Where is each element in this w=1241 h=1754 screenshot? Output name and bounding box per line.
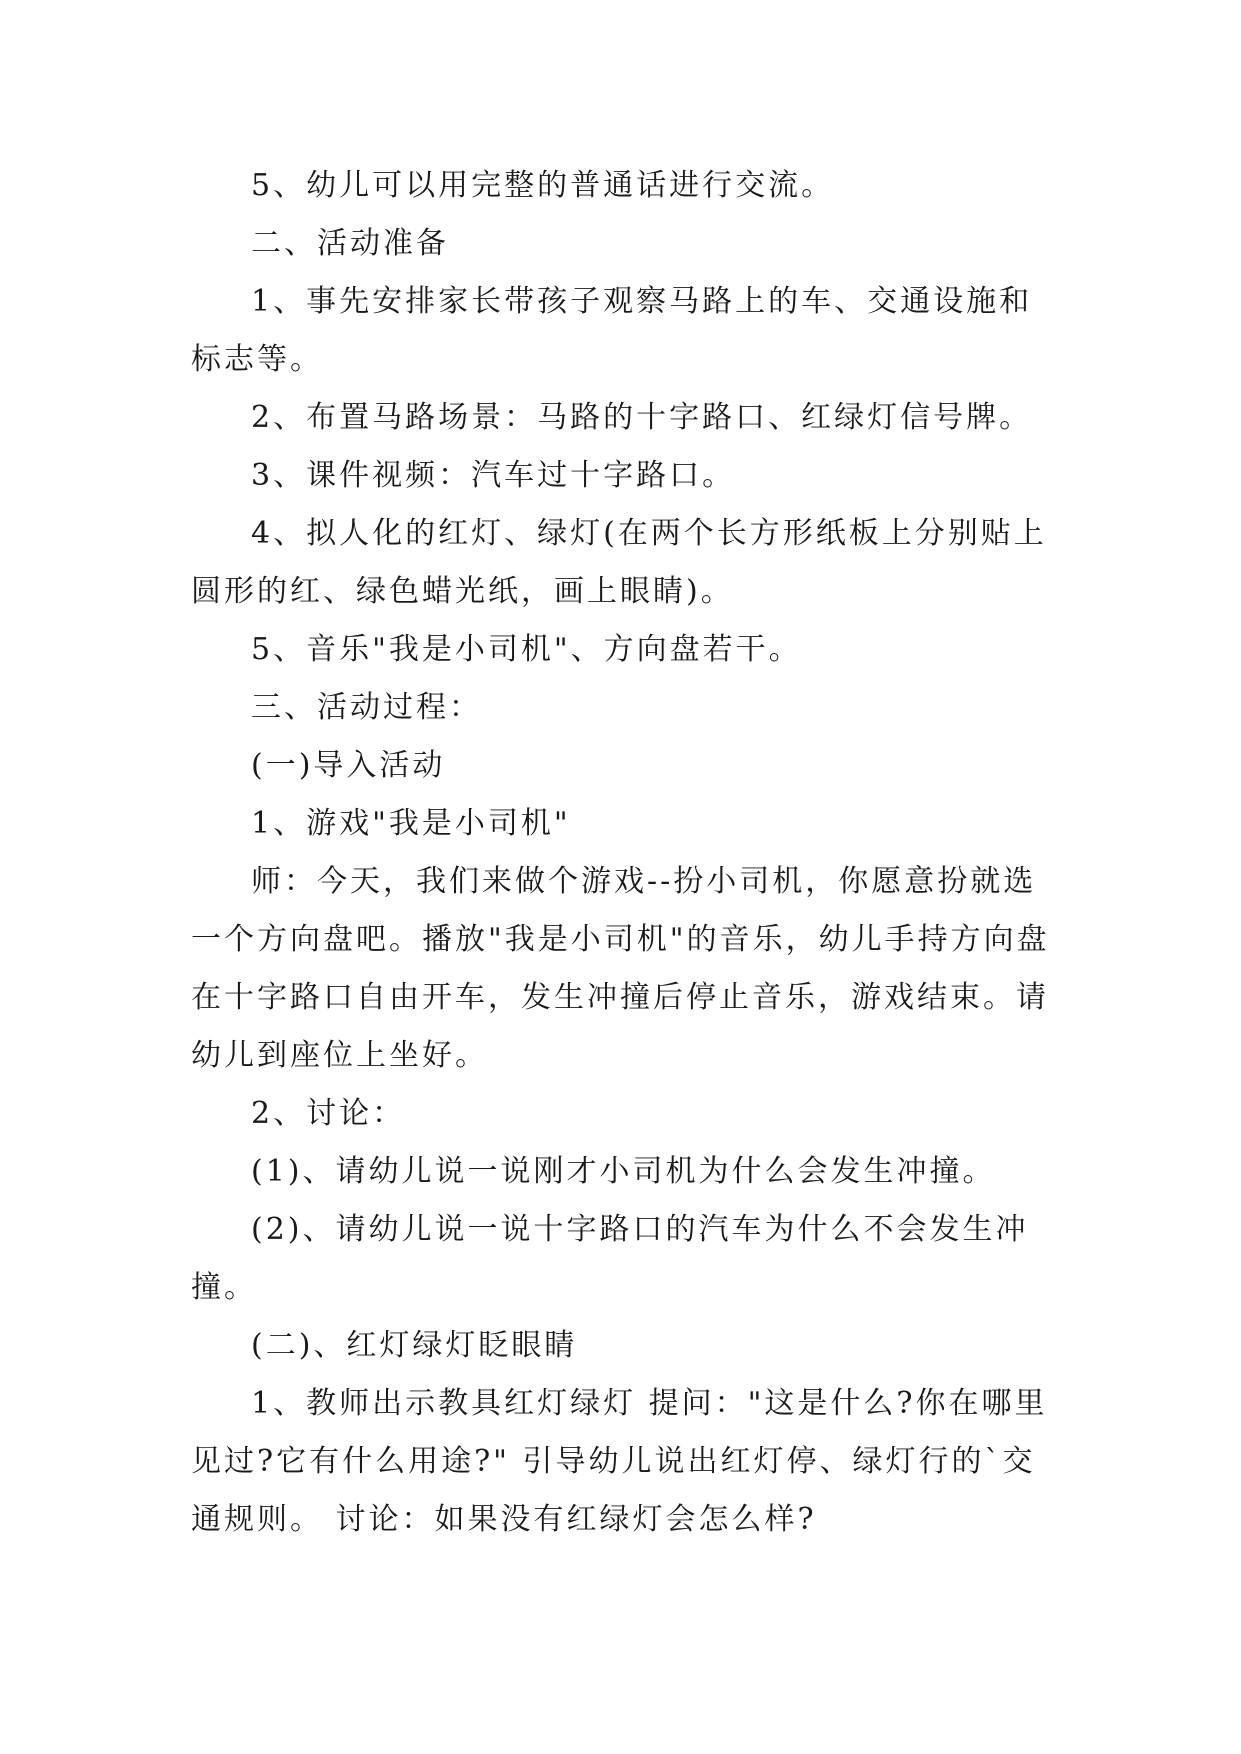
paragraph-prep-4: 4、拟人化的红灯、绿灯(在两个长方形纸板上分别贴上圆形的红、绿色蜡光纸，画上眼睛)。 [191, 516, 1047, 609]
section-heading-process: 三、活动过程： [251, 690, 482, 725]
paragraph-discussion-1: (1)、请幼儿说一说刚才小司机为什么会发生冲撞。 [251, 1154, 996, 1189]
subheading-traffic-lights: (二)、红灯绿灯眨眼睛 [251, 1328, 578, 1363]
paragraph-prep-2: 2、布置马路场景：马路的十字路口、红绿灯信号牌。 [251, 400, 1033, 435]
paragraph-goal-5: 5、幼儿可以用完整的普通话进行交流。 [251, 168, 835, 203]
paragraph-discussion: 2、讨论： [251, 1096, 406, 1131]
paragraph-teacher-speech: 师：今天，我们来做个游戏--扮小司机，你愿意扮就选一个方向盘吧。播放"我是小司机"的音乐，幼儿手持方向盘在十字路口自由开车，发生冲撞后停止音乐，游戏结束。请幼儿到座位上坐好。 [191, 864, 1050, 1073]
paragraph-game: 1、游戏"我是小司机" [251, 806, 571, 841]
paragraph-prep-5: 5、音乐"我是小司机"、方向盘若干。 [251, 632, 802, 667]
paragraph-discussion-2: (2)、请幼儿说一说十字路口的汽车为什么不会发生冲撞。 [191, 1212, 1029, 1305]
document-body [191, 157, 1051, 1549]
paragraph-prep-3: 3、课件视频：汽车过十字路口。 [251, 458, 736, 493]
section-heading-preparation: 二、活动准备 [251, 226, 449, 261]
paragraph-prep-1: 1、事先安排家长带孩子观察马路上的车、交通设施和标志等。 [191, 284, 1033, 377]
paragraph-teacher-shows-lights: 1、教师出示教具红灯绿灯 提问："这是什么?你在哪里见过?它有什么用途?" 引导幼儿说出红灯停、绿灯行的`交通规则。 讨论：如果没有红绿灯会怎么样? [191, 1386, 1048, 1537]
subheading-intro-activity: (一)导入活动 [251, 748, 446, 783]
